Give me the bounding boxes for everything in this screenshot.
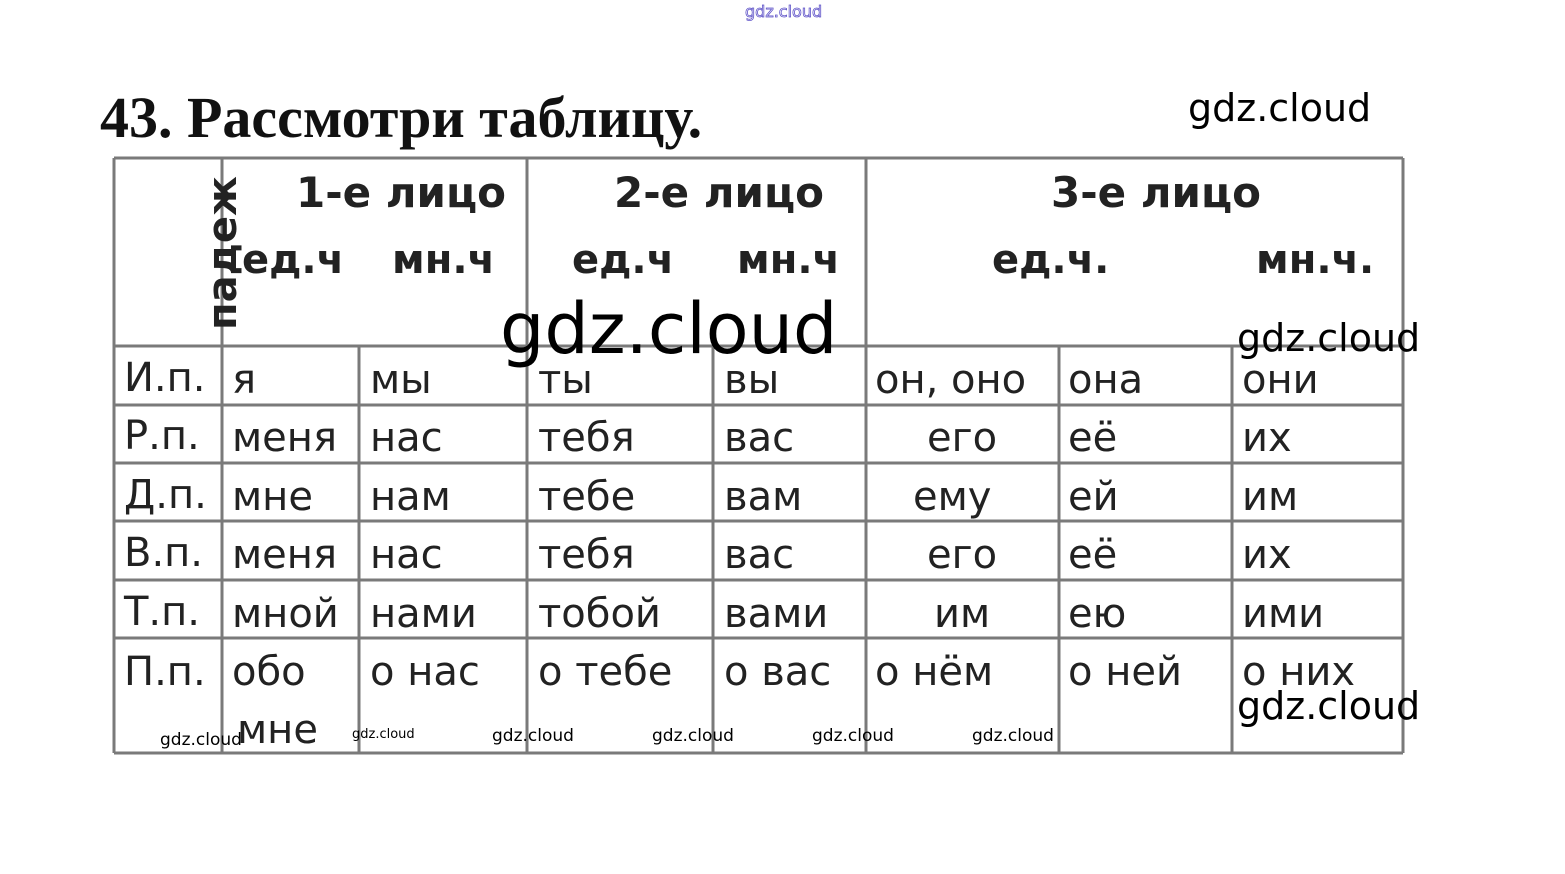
- table-cell: им: [934, 591, 991, 637]
- row-case-label: В.п.: [124, 530, 204, 576]
- header-person-2: 2-е лицо: [614, 168, 824, 217]
- table-cell-line2: мне: [237, 707, 318, 753]
- row-case-label: Р.п.: [124, 413, 200, 459]
- table-cell: нас: [370, 532, 443, 578]
- watermark-small: gdz.cloud: [492, 726, 574, 746]
- table-cell: о нём: [875, 649, 994, 695]
- table-cell: нами: [370, 591, 477, 637]
- table-cell: мной: [232, 591, 339, 637]
- watermark-title-right: gdz.cloud: [1188, 86, 1372, 130]
- watermark-small: gdz.cloud: [972, 726, 1054, 746]
- table-cell: она: [1068, 357, 1144, 403]
- header-number-2sg: ед.ч: [572, 237, 675, 283]
- corner-label-case: падеж: [200, 176, 246, 330]
- table-cell: их: [1242, 532, 1292, 578]
- table-cell: вам: [724, 474, 803, 520]
- watermark-small: gdz.cloud: [812, 726, 894, 746]
- watermark-top: gdz.cloud: [745, 2, 823, 21]
- table-cell: нас: [370, 415, 443, 461]
- watermark-right-upper: gdz.cloud: [1237, 316, 1421, 360]
- table-cell: обо: [232, 649, 306, 695]
- header-person-3: 3-е лицо: [1051, 168, 1261, 217]
- table-cell: вас: [724, 532, 795, 578]
- table-cell: о них: [1242, 649, 1356, 695]
- row-case-label: И.п.: [124, 355, 206, 401]
- table-cell: ей: [1068, 474, 1119, 520]
- table-cell: они: [1242, 357, 1319, 403]
- table-cell: я: [232, 357, 257, 403]
- table-cell: им: [1242, 474, 1299, 520]
- table-cell: вы: [724, 357, 780, 403]
- table-cell: нам: [370, 474, 451, 520]
- table-cell: он, оно: [875, 357, 1027, 403]
- table-cell: ею: [1068, 591, 1127, 637]
- row-case-label: Д.п.: [124, 472, 207, 518]
- table-cell: её: [1068, 415, 1118, 461]
- row-case-label: П.п.: [124, 649, 206, 695]
- table-cell: ему: [913, 474, 992, 520]
- table-cell: тебе: [538, 474, 636, 520]
- table-cell: вами: [724, 591, 829, 637]
- watermark-small: gdz.cloud: [352, 727, 415, 742]
- watermark-center: gdz.cloud: [500, 288, 838, 370]
- row-case-label: Т.п.: [124, 589, 201, 635]
- header-number-3sg: ед.ч.: [992, 237, 1110, 283]
- table-cell: о ней: [1068, 649, 1182, 695]
- header-number-1pl: мн.ч: [392, 237, 495, 283]
- table-cell: её: [1068, 532, 1118, 578]
- table-cell: ими: [1242, 591, 1325, 637]
- header-number-3pl: мн.ч.: [1256, 237, 1375, 283]
- header-person-1: 1-е лицо: [296, 168, 506, 217]
- table-cell: о вас: [724, 649, 832, 695]
- table-cell: их: [1242, 415, 1292, 461]
- watermark-right-lower: gdz.cloud: [1237, 684, 1421, 728]
- table-cell: о тебе: [538, 649, 673, 695]
- table-cell: вас: [724, 415, 795, 461]
- table-cell: его: [927, 532, 998, 578]
- table-cell: меня: [232, 415, 337, 461]
- table-cell: тебя: [538, 415, 635, 461]
- table-cell: мне: [232, 474, 313, 520]
- table-cell: тобой: [538, 591, 661, 637]
- watermark-small: gdz.cloud: [160, 730, 242, 750]
- exercise-title: 43. Рассмотри таблицу.: [100, 85, 703, 150]
- table-cell: его: [927, 415, 998, 461]
- watermark-small: gdz.cloud: [652, 726, 734, 746]
- header-number-1sg: ед.ч: [242, 237, 345, 283]
- table-cell: меня: [232, 532, 337, 578]
- table-cell: о нас: [370, 649, 480, 695]
- table-cell: мы: [370, 357, 432, 403]
- header-number-2pl: мн.ч: [737, 237, 840, 283]
- table-cell: ты: [538, 357, 593, 403]
- table-cell: тебя: [538, 532, 635, 578]
